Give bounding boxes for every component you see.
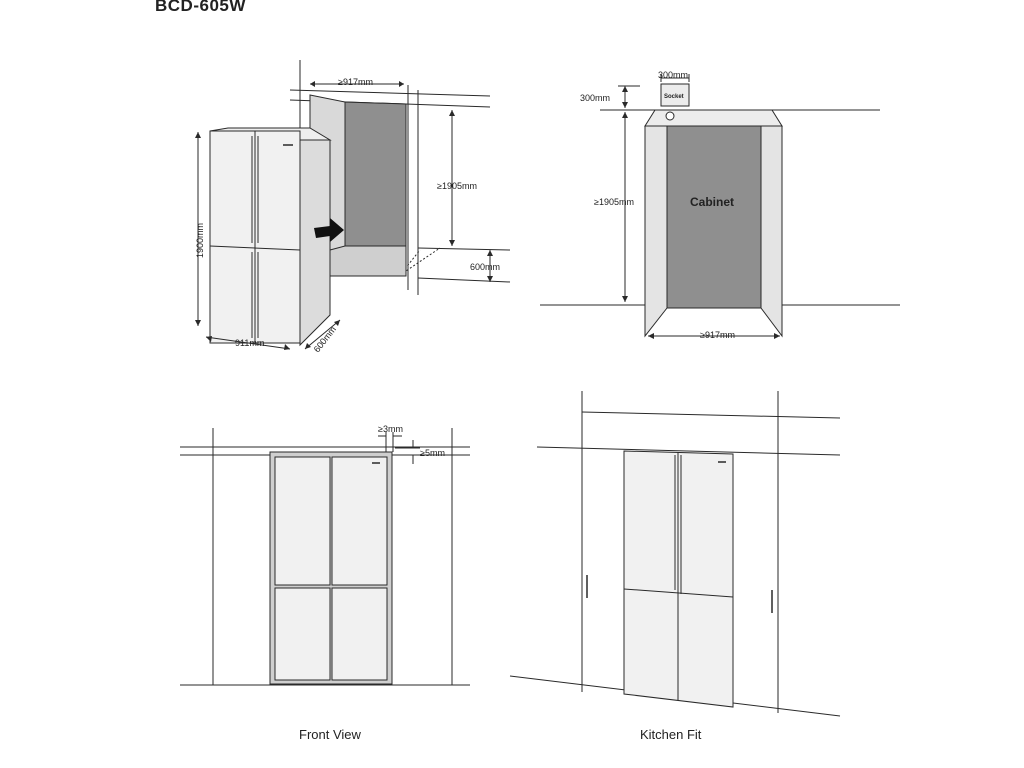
socket-clearance-label: 300mm xyxy=(580,93,611,103)
socket-label: Socket xyxy=(664,94,684,100)
fridge-width-label: 911mm xyxy=(235,338,265,348)
model-title: BCD-605W xyxy=(155,0,246,15)
front-door-top-left xyxy=(275,457,330,585)
fridge-depth-label: 600mm xyxy=(311,324,339,355)
front-view-caption: Front View xyxy=(299,727,361,742)
cabinet-top xyxy=(645,110,782,126)
cabinet-label: Cabinet xyxy=(690,195,735,209)
opening-depth-label: 600mm xyxy=(470,262,501,272)
outlet-hole-icon xyxy=(666,112,674,120)
side-gap-label: ≥3mm xyxy=(378,424,403,434)
cabinet-width-label: ≥917mm xyxy=(700,330,735,340)
socket-width-label: 300mm xyxy=(658,70,689,80)
fridge-side xyxy=(300,140,330,345)
cabinet-left-wall xyxy=(645,126,667,336)
opening-width-label: ≥917mm xyxy=(338,77,373,87)
opening-floor xyxy=(330,246,406,276)
cabinet-right-wall xyxy=(761,126,782,336)
cabinet-back xyxy=(667,126,761,308)
opening-height-label: ≥1905mm xyxy=(437,181,477,191)
top-gap-label: ≥5mm xyxy=(420,448,445,458)
fridge-height-label: 1900mm xyxy=(195,222,205,258)
panel-fridge-opening xyxy=(195,60,510,350)
cabinet-height-label: ≥1905mm xyxy=(594,197,634,207)
panel-kitchen-fit xyxy=(510,391,840,716)
opening-cavity-back-outline xyxy=(345,102,406,246)
front-door-bottom-left xyxy=(275,588,330,680)
kitchen-fit-caption: Kitchen Fit xyxy=(640,727,702,742)
front-door-bottom-right xyxy=(332,588,387,680)
panel-front-view xyxy=(180,428,470,685)
front-door-top-right xyxy=(332,457,387,585)
